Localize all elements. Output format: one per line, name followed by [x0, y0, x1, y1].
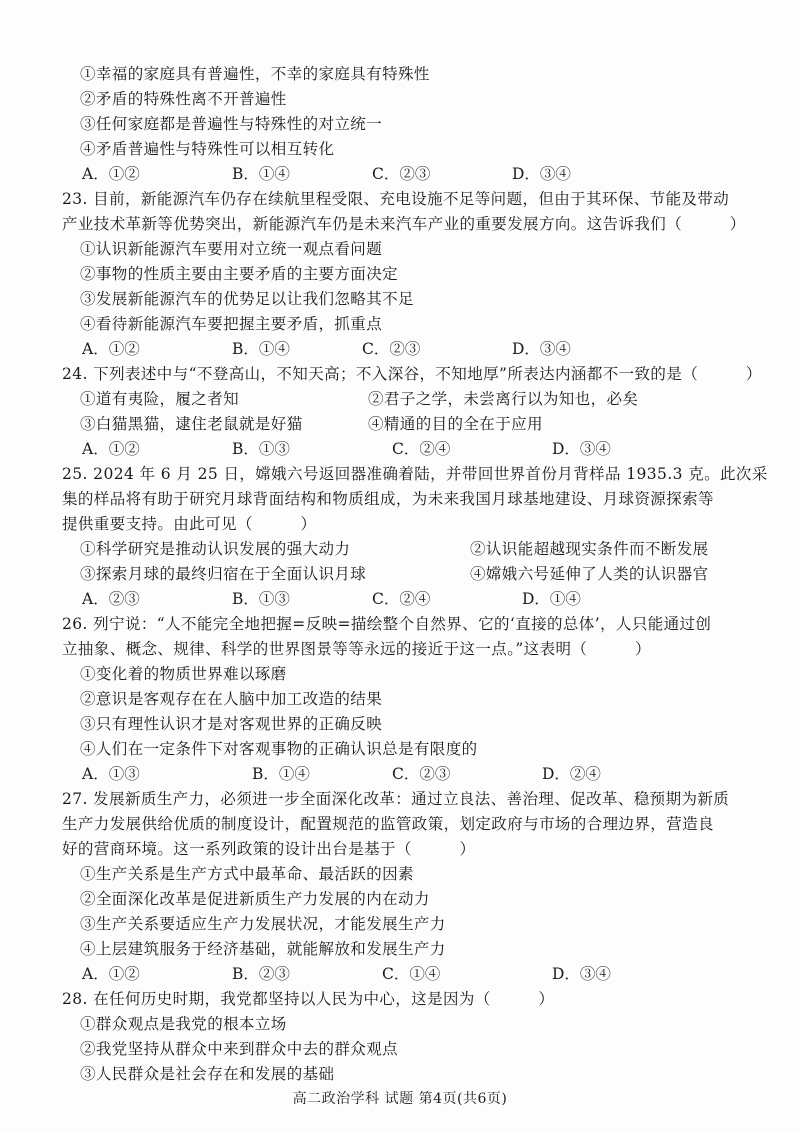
q26-stem-line-2: 立抽象、概念、规律、科学的世界图景等等永远的接近于这一点。”这表明（ ） [62, 640, 651, 658]
q25-item-4: ④嫦娥六号延伸了人类的认识器官 [470, 565, 709, 583]
q22-option-b: B．①④ [232, 165, 290, 183]
q23-item-4: ④看待新能源汽车要把握主要矛盾，抓重点 [80, 315, 383, 333]
q25-option-c: C．②④ [372, 590, 431, 608]
q27-item-2: ②全面深化改革是促进新质生产力发展的内在动力 [80, 890, 430, 908]
q24-option-a: A．①② [82, 440, 140, 458]
q25-stem-line-1: 25. 2024 年 6 月 25 日，嫦娥六号返回器准确着陆，并带回世界首份月背样品 1935.3 克。此次采 [62, 465, 768, 483]
q27-item-4: ④上层建筑服务于经济基础，就能解放和发展生产力 [80, 940, 446, 958]
q27-option-a: A．①② [82, 965, 140, 983]
q23-item-2: ②事物的性质主要由主要矛盾的主要方面决定 [80, 265, 399, 283]
q22-item-1: ①幸福的家庭具有普遍性，不幸的家庭具有特殊性 [80, 65, 430, 83]
q22-option-c: C．②③ [372, 165, 431, 183]
q26-stem-line-1: 26. 列宁说：“人不能完全地把握=反映=描绘整个自然界、它的‘直接的总体’，人只能通过创 [62, 615, 712, 633]
q28-item-2: ②我党坚持从群众中来到群众中去的群众观点 [80, 1040, 399, 1058]
q25-option-d: D．①④ [522, 590, 581, 608]
q23-option-b: B．①④ [232, 340, 290, 358]
q25-item-2: ②认识能超越现实条件而不断发展 [470, 540, 709, 558]
q23-option-c: C．②③ [362, 340, 421, 358]
q23-option-a: A．①② [82, 340, 140, 358]
page-footer: 高二政治学科 试题 第4页(共6页) [292, 1091, 508, 1107]
q25-option-a: A．②③ [82, 590, 140, 608]
q27-stem-line-2: 生产力发展供给优质的制度设计，配置规范的监管政策，划定政府与市场的合理边界，营造良 [62, 815, 714, 833]
q24-item-1: ①道有夷险，履之者知 [80, 390, 240, 408]
q25-stem-line-2: 集的样品将有助于研究月球背面结构和物质组成，为未来我国月球基地建设、月球资源探索等 [62, 490, 714, 508]
q24-option-b: B．①③ [232, 440, 290, 458]
q27-stem-line-3: 好的营商环境。这一系列政策的设计出台是基于（ ） [62, 840, 476, 858]
q25-stem-line-3: 提供重要支持。由此可见（ ） [62, 515, 317, 533]
q26-option-d: D．②④ [542, 765, 601, 783]
q27-stem-line-1: 27. 发展新质生产力，必须进一步全面深化改革：通过立良法、善治理、促改革、稳预期为新质 [62, 790, 730, 808]
q23-item-1: ①认识新能源汽车要用对立统一观点看问题 [80, 240, 383, 258]
q24-option-c: C．②④ [392, 440, 451, 458]
q28-stem: 28. 在任何历史时期，我党都坚持以人民为中心，这是因为（ ） [62, 990, 555, 1008]
q27-item-3: ③生产关系要适应生产力发展状况，才能发展生产力 [80, 915, 446, 933]
q23-item-3: ③发展新能源汽车的优势足以让我们忽略其不足 [80, 290, 414, 308]
q22-option-a: A．①② [82, 165, 140, 183]
q22-item-3: ③任何家庭都是普遍性与特殊性的对立统一 [80, 115, 383, 133]
q26-item-1: ①变化着的物质世界难以琢磨 [80, 665, 287, 683]
q25-item-1: ①科学研究是推动认识发展的强大动力 [80, 540, 351, 558]
q26-item-4: ④人们在一定条件下对客观事物的正确认识总是有限度的 [80, 740, 478, 758]
q27-option-b: B．②③ [232, 965, 290, 983]
q22-item-2: ②矛盾的特殊性离不开普遍性 [80, 90, 287, 108]
q28-item-1: ①群众观点是我党的根本立场 [80, 1015, 287, 1033]
q26-item-3: ③只有理性认识才是对客观世界的正确反映 [80, 715, 383, 733]
q28-item-3: ③人民群众是社会存在和发展的基础 [80, 1065, 335, 1083]
q24-item-2: ②君子之学，未尝离行以为知也，必矣 [368, 390, 639, 408]
q27-item-1: ①生产关系是生产方式中最革命、最活跃的因素 [80, 865, 414, 883]
q24-option-d: D．③④ [552, 440, 611, 458]
q26-option-c: C．②③ [392, 765, 451, 783]
q22-option-d: D．③④ [512, 165, 571, 183]
q26-option-a: A．①③ [82, 765, 140, 783]
q26-option-b: B．①④ [252, 765, 310, 783]
q23-stem-line-1: 23. 目前，新能源汽车仍存在续航里程受限、充电设施不足等问题，但由于其环保、节能及带动 [62, 190, 730, 208]
q25-item-3: ③探索月球的最终归宿在于全面认识月球 [80, 565, 367, 583]
q22-item-4: ④矛盾普遍性与特殊性可以相互转化 [80, 140, 335, 158]
q24-item-4: ④精通的目的全在于应用 [368, 415, 543, 433]
q27-option-d: D．③④ [552, 965, 611, 983]
q27-option-c: C．①④ [382, 965, 441, 983]
q25-option-b: B．①③ [232, 590, 290, 608]
q23-stem-line-2: 产业技术革新等优势突出，新能源汽车仍是未来汽车产业的重要发展方向。这告诉我们（ ） [62, 215, 746, 233]
q24-item-3: ③白猫黑猫，逮住老鼠就是好猫 [80, 415, 303, 433]
q26-item-2: ②意识是客观存在在人脑中加工改造的结果 [80, 690, 383, 708]
q23-option-d: D．③④ [512, 340, 571, 358]
q24-stem: 24. 下列表述中与“不登高山，不知天高；不入深谷，不知地厚”所表达内涵都不一致的是（ ） [62, 365, 762, 383]
